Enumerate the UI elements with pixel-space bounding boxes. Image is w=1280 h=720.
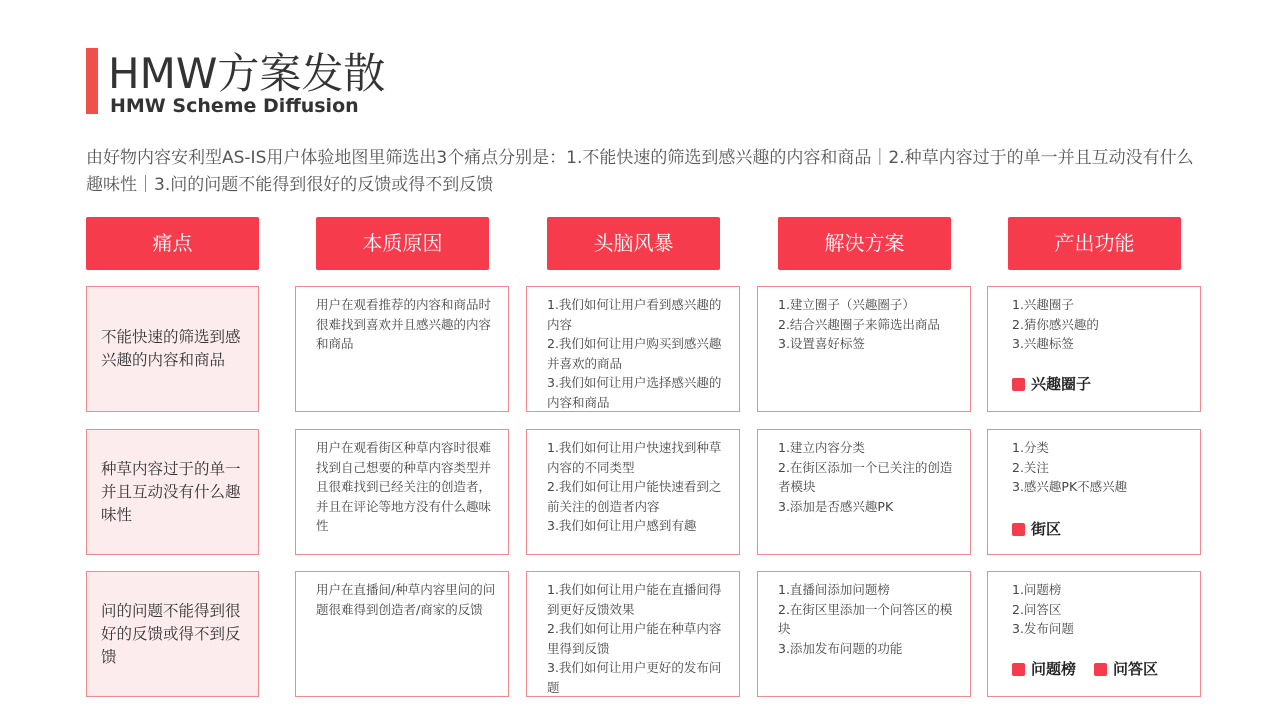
feature-item: 3.感兴趣PK不感兴趣 — [1012, 479, 1128, 494]
solution-item: 3.添加是否感兴趣PK — [778, 498, 894, 514]
solution-item: 3.添加发布问题的功能 — [778, 640, 903, 656]
tag-square-icon — [1012, 378, 1025, 391]
feature-tags — [1012, 520, 1061, 540]
brainstorm-item: 1.我们如何让用户看到感兴趣的内容 — [547, 297, 722, 332]
column-header-brainstorm: 头脑风暴 — [547, 217, 720, 270]
solution-item: 1.建立圈子（兴趣圈子） — [778, 297, 915, 312]
brainstorm-item: 2.我们如何让用户能在种草内容里得到反馈 — [547, 621, 722, 656]
pain-cell — [86, 571, 259, 697]
feature-tag-label: 问答区 — [1113, 660, 1159, 678]
feature-tag — [1012, 660, 1076, 680]
feature-item: 1.分类 — [1012, 440, 1049, 455]
feature-tag-label: 街区 — [1031, 520, 1062, 538]
feature-item: 2.关注 — [1012, 459, 1049, 475]
column-header-pain: 痛点 — [86, 217, 259, 270]
cause-cell — [295, 429, 509, 555]
tag-square-icon — [1094, 663, 1107, 676]
brainstorm-item: 3.我们如何让用户更好的发布问题 — [547, 660, 722, 695]
tag-square-icon — [1012, 523, 1025, 536]
brainstorm-item: 3.我们如何让用户选择感兴趣的内容和商品 — [547, 375, 722, 410]
page-subtitle: HMW Scheme Diffusion — [110, 95, 359, 117]
solution-item: 2.结合兴趣圈子来筛选出商品 — [778, 316, 940, 332]
page-title: HMW方案发散 — [108, 49, 386, 98]
pain-text: 问的问题不能得到很好的反馈或得不到反馈 — [101, 601, 241, 666]
brainstorm-item: 2.我们如何让用户购买到感兴趣并喜欢的商品 — [547, 336, 722, 371]
pain-text: 不能快速的筛选到感兴趣的内容和商品 — [101, 328, 241, 369]
feature-item: 1.兴趣圈子 — [1012, 297, 1074, 312]
pain-cell — [86, 429, 259, 555]
brainstorm-item: 1.我们如何让用户快速找到种草内容的不同类型 — [547, 440, 722, 475]
intro-text: 由好物内容安利型AS-IS用户体验地图里筛选出3个痛点分别是：1.不能快速的筛选到感兴趣的内容和商品｜2.种草内容过于的单一并且互动没有什么趣味性｜3.问的问题不能得到很好的反馈或得不到反馈 — [86, 148, 1194, 195]
cause-text: 用户在观看街区种草内容时很难找到自己想要的种草内容类型并且很难找到已经关注的创造者，并且在评论等地方没有什么趣味性 — [316, 440, 492, 533]
pain-text: 种草内容过于的单一并且互动没有什么趣味性 — [101, 459, 241, 524]
feature-tag — [1012, 520, 1061, 540]
solution-item: 1.直播间添加问题榜 — [778, 582, 890, 597]
feature-item: 1.问题榜 — [1012, 582, 1062, 597]
feature-tag — [1094, 660, 1158, 680]
features-cell — [987, 286, 1201, 412]
title-accent-bar — [86, 48, 98, 114]
cause-text: 用户在直播间/种草内容里问的问题很难得到创造者/商家的反馈 — [316, 582, 496, 617]
feature-item: 3.发布问题 — [1012, 621, 1074, 636]
column-header-solution: 解决方案 — [778, 217, 951, 270]
cause-cell — [295, 286, 509, 412]
features-cell — [987, 429, 1201, 555]
pain-cell — [86, 286, 259, 412]
brainstorm-item: 2.我们如何让用户能快速看到之前关注的创造者内容 — [547, 479, 722, 514]
solution-item: 2.在街区里添加一个问答区的模块 — [778, 601, 953, 636]
brainstorm-cell — [526, 286, 740, 412]
feature-item: 2.问答区 — [1012, 601, 1062, 617]
features-cell — [987, 571, 1201, 697]
feature-tag — [1012, 375, 1091, 395]
feature-tag-label: 兴趣圈子 — [1031, 375, 1092, 393]
feature-tag-label: 问题榜 — [1031, 660, 1077, 678]
feature-tags — [1012, 660, 1158, 680]
solution-item: 2.在街区添加一个已关注的创造者模块 — [778, 459, 953, 494]
feature-tags — [1012, 375, 1091, 395]
feature-item: 3.兴趣标签 — [1012, 336, 1074, 351]
cause-text: 用户在观看推荐的内容和商品时很难找到喜欢并且感兴趣的内容和商品 — [316, 297, 492, 351]
column-header-cause: 本质原因 — [316, 217, 489, 270]
brainstorm-item: 1.我们如何让用户能在直播间得到更好反馈效果 — [547, 582, 722, 617]
tag-square-icon — [1012, 663, 1025, 676]
column-header-features: 产出功能 — [1008, 217, 1181, 270]
solution-item: 1.建立内容分类 — [778, 440, 865, 455]
solution-item: 3.设置喜好标签 — [778, 336, 865, 351]
brainstorm-item: 3.我们如何让用户感到有趣 — [547, 518, 697, 533]
brainstorm-cell — [526, 429, 740, 555]
solution-cell — [757, 571, 971, 697]
feature-item: 2.猜你感兴趣的 — [1012, 316, 1099, 332]
solution-cell — [757, 429, 971, 555]
cause-cell — [295, 571, 509, 697]
brainstorm-cell — [526, 571, 740, 697]
solution-cell — [757, 286, 971, 412]
